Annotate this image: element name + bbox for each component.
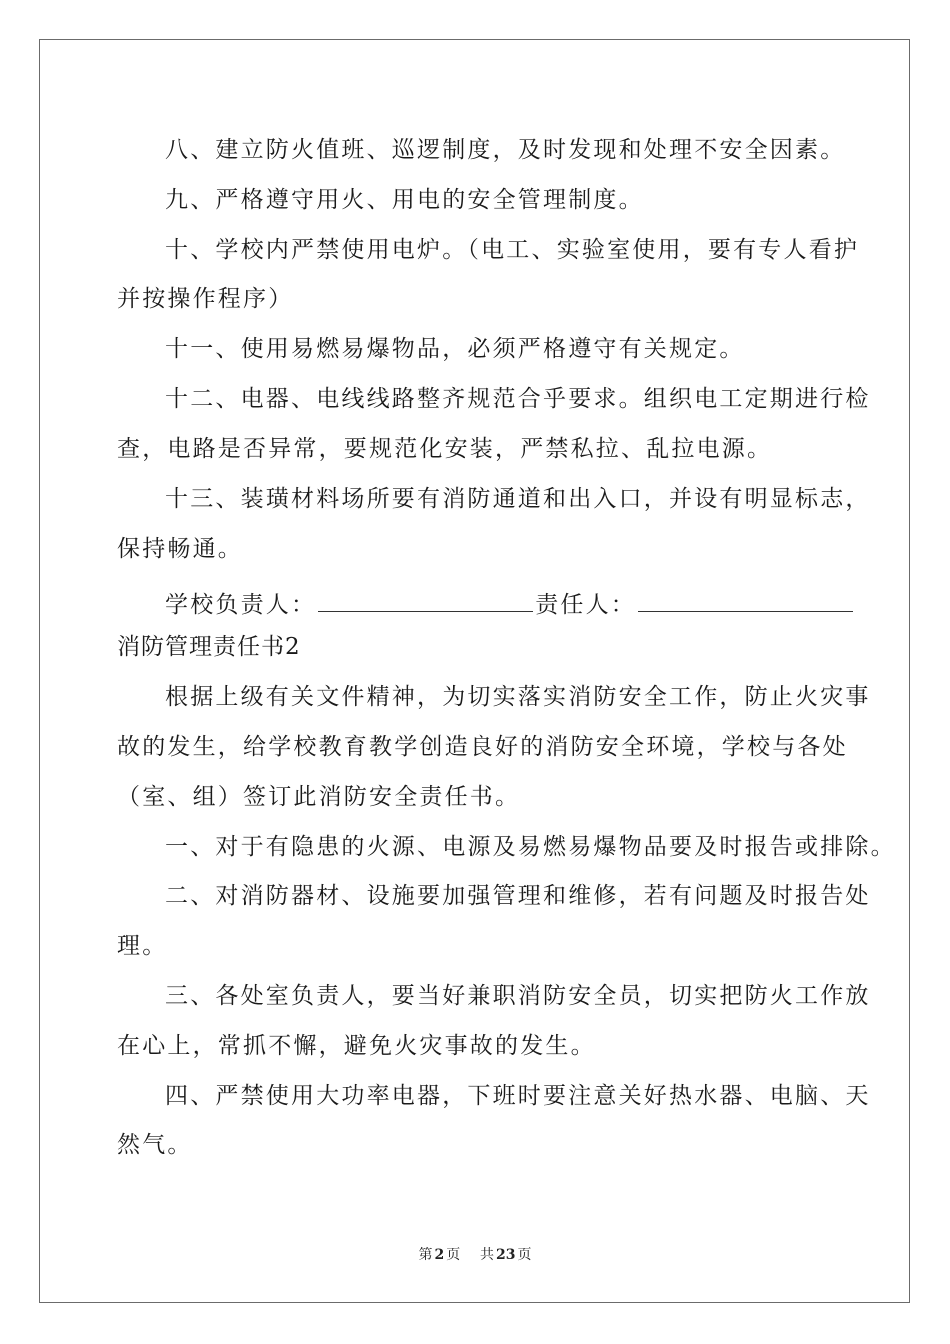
item-1: 一、对于有隐患的火源、电源及易燃易爆物品要及时报告或排除。 [165,834,896,860]
total-suffix: 页 [517,1247,532,1263]
page-suffix: 页 [446,1247,461,1263]
item-2-line-2: 理。 [117,933,168,959]
clause-12-line-1: 十二、电器、电线线路整齐规范合乎要求。组织电工定期进行检 [165,386,871,412]
clause-12-line-2: 查，电路是否异常，要规范化安装，严禁私拉、乱拉电源。 [117,436,773,462]
page-number: 2 [434,1247,445,1263]
total-prefix: 共 [480,1247,495,1263]
responsible-signature-line [638,610,853,612]
clause-11: 十一、使用易燃易爆物品，必须严格遵守有关规定。 [165,336,745,362]
school-head-signature-line [318,610,533,612]
item-3-line-2: 在心上，常抓不懈，避免火灾事故的发生。 [117,1033,596,1059]
page-prefix: 第 [418,1247,433,1263]
clause-9: 九、严格遵守用火、用电的安全管理制度。 [165,187,644,213]
intro-line-2: 故的发生，给学校教育教学创造良好的消防安全环境，学校与各处 [117,734,848,760]
responsible-label: 责任人： [535,592,637,618]
clause-13-line-1: 十三、装璜材料场所要有消防通道和出入口，并设有明显标志， [165,486,871,512]
item-2-line-1: 二、对消防器材、设施要加强管理和维修，若有问题及时报告处 [165,883,871,909]
section-title: 消防管理责任书2 [117,634,301,660]
intro-line-3: （室、组）签订此消防安全责任书。 [117,784,521,810]
item-4-line-1: 四、严禁使用大功率电器，下班时要注意关好热水器、电脑、天 [165,1083,871,1109]
total-pages: 23 [496,1247,516,1263]
intro-line-1: 根据上级有关文件精神，为切实落实消防安全工作，防止火灾事 [165,684,871,710]
school-head-label: 学校负责人： [165,592,317,618]
clause-8: 八、建立防火值班、巡逻制度，及时发现和处理不安全因素。 [165,137,846,163]
item-3-line-1: 三、各处室负责人，要当好兼职消防安全员，切实把防火工作放 [165,983,871,1009]
clause-10-line-1: 十、学校内严禁使用电炉。（电工、实验室使用，要有专人看护 [165,237,860,263]
clause-10-line-2: 并按操作程序） [117,286,294,312]
clause-13-line-2: 保持畅通。 [117,536,243,562]
item-4-line-2: 然气。 [117,1132,193,1158]
page-footer [0,1244,950,1264]
